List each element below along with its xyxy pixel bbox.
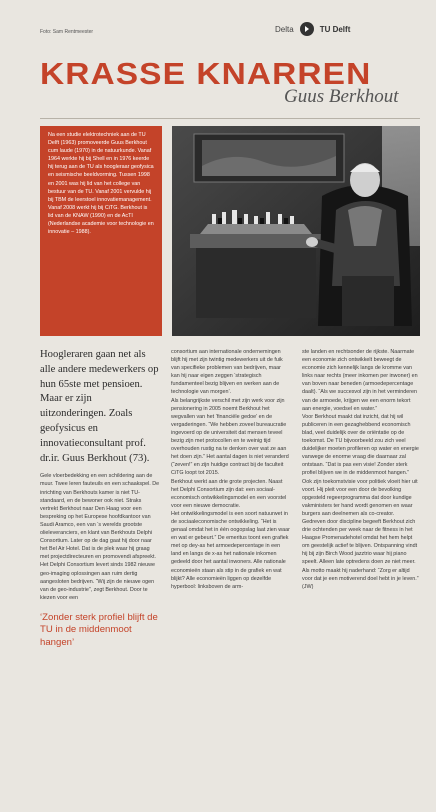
article-subject-name: Guus Berkhout xyxy=(284,86,399,107)
bio-box: Na een studie elektrotechniek aan de TU Delft (1963) promoveerde Guus Berkhout cum laude (1970) in de natuurkunde. Vanaf 1964 werkte hij bij Shell en in 1976 keerde hij terug aan de TU als hoogleraar geofysica en seismische beeldvorming. Tussen 1998 en 2001 was hij lid van het college van bestuur van de TU. Vanaf 2001 vervulde hij bij TBM de leerstoel innovatiemanagement. Vanaf 2008 werkt hij bij CiTG. Berkhout is lid van de KNAW (1990) en de AcTI (Nederlandse academie voor technologie en innovatie – 1988). xyxy=(40,126,162,336)
brand-name: TU Delft xyxy=(319,24,351,34)
article-intro: Hoogleraren gaan net als alle andere medewerkers op hun 65ste met pensioen. Maar er zijn uitzonderingen. Zoals geofysicus en innovatieconsultant prof. dr.ir. Guus Berkhout (73). xyxy=(40,349,159,464)
title-divider xyxy=(40,118,420,119)
brand-block xyxy=(275,22,350,36)
article-body xyxy=(40,348,420,812)
portrait-illustration xyxy=(172,126,420,336)
pull-quote: ‘Zonder sterk profiel blijft de TU in de middenmoot hangen’ xyxy=(40,611,158,648)
column-3-text: ste landen en rechtsonder de rijkste. Naarmate een economie zich ontwikkelt beweegt de economie zich kennelijk langs de kromme van links naar rechts (meer inkomen per inwoner) en van boven naar beneden (armoedepercentage daalt). “Als we succesvol zijn in het verminderen van de armoede, krijgen we een enorm tekort aan energie, voedsel en water.” Voor Berkhout maakt dat inzicht, dat hij wil publiceren in een gezaghebbend economisch blad, veel duidelijk over de oriëntatie op de toekomst. De TU bijvoorbeeld zou zich veel duidelijker moeten profileren op water en energie vanwege de enorme vraag die daarnaar zal ontstaan. “Dat is pas een visie! Zonder sterk profiel blijven we in de middenmoot hangen.” Ook zijn toekomstvisie voor politiek vloeit hier uit voort. Hij pleit voor een door de bevolking opgesteld regeerprogramma dat door kundige vakministers ter hand wordt genomen en waar burgers aan deelnemen als co-creator. Gedreven door discipline begeeft Berkhout zich drie ochtenden per week naar de fitness in het Haagse Promenadehotel omdat het hem helpt om geestelijk actief te blijven. Ontspanning vindt hij bij zijn Birch Wood jazztrio waar hij piano speelt. Alleen late optredens doen ze niet meer. Als motto maakt hij naderhand: “Zorg er altijd voor dat je een motiverend doel hebt in je leven.” (JW) xyxy=(302,349,419,590)
column-1-text: Gele vloerbedekking en een schildering aan de muur. Twee leren fauteuils en een schaakspel. De inrichting van Berkhouts kamer is niet TU-standaard, en de bewoner ook niet. Straks vertrekt Berkhout naar Den Haag voor een bespreking op het Europese hoofdkantoor van Saudi Aramco, een van ‘s werelds grootste olieleveranciers, en klant van Berkhouts Delphi Consortium. Later op de dag gaat hij door naar het Bel Air Hotel. Dat is de plek waar hij graag met projectdirecteuren en promovendi afspreekt. Het Delphi Consortium levert sinds 1982 nieuwe geo-imaging oplossingen aan ruim dertig aangesloten bedrijven. “Wij zijn de nieuwe ogen van de geo-industrie”, zegt Berkhout. Door te kiezen voor een xyxy=(40,473,160,601)
section-name: Delta xyxy=(275,24,294,34)
column-3 xyxy=(302,348,420,591)
page-header xyxy=(0,0,436,48)
portrait-photo xyxy=(172,126,420,336)
tu-delft-logo-icon xyxy=(300,22,314,36)
photo-credit: Foto: Sam Rentmeester xyxy=(40,29,94,35)
column-2 xyxy=(171,348,291,591)
column-1 xyxy=(40,348,160,649)
article-title: KRASSE KNARREN xyxy=(40,56,372,91)
column-2-text: consortium aan internationale ondernemingen blijft hij met zijn twintig medewerkers uit de fuik van specifieke problemen van bedrijven, maar kan hij naar eigen zeggen ‘strategisch fundamenteel bezig blijven en werken aan de technologie van morgen’. Als belangrijkste verschil met zijn werk voor zijn pensionering in 2005 noemt Berkhout het wegvallen van het ‘financiële gedoe’ en de vergaderingen. “We hebben zoveel bureaucratie ingevoerd op de universiteit dat mensen teveel bezig zijn met protocollen en te weinig tijd overhouden rustig na te denken over wat ze aan het doen zijn.” Het aantal dagen is niet veranderd (“zeven!” en zijn huidige contract bij de faculteit CiTG loopt tot 2015. Berkhout werkt aan drie grote projecten. Naast het Delphi Consortium zijn dat: een sociaal-economisch ontwikkelingsmodel en een voorstel voor een nieuwe democratie. Het ontwikkelingsmodel is een soort natuurwet in de sociaaleconomische ontwikkeling. “Het is genaal omdat het in één oogopslag laat zien waar en wat er gebeurt.” De emeritus toont een grafiek met op dey-as het armoedepercentage in een land en langs de x-as het nationale inkomen gedeeld door het aantal inwoners. Alle nationale economieën staan als stip in de grafiek en wat blijkt? Alle economieën liggen op dezelfde hyperbool: linksboven de arm- xyxy=(171,349,290,590)
